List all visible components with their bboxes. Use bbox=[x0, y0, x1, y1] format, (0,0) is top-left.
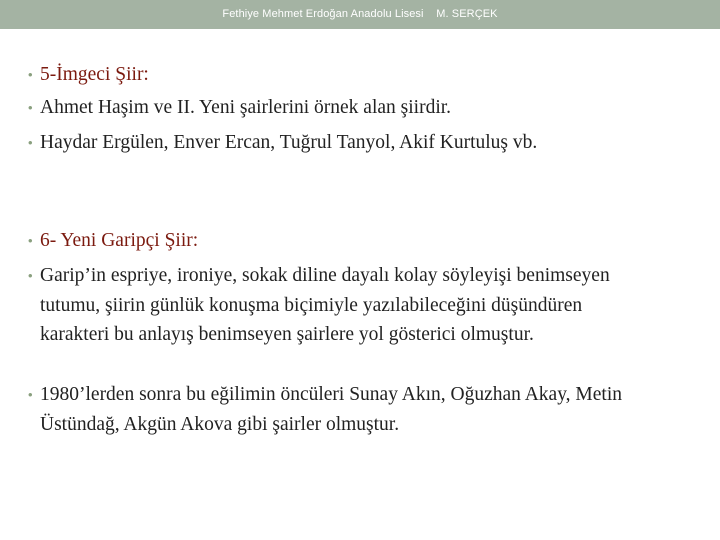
bullet-icon: • bbox=[28, 233, 33, 248]
section-heading-imgeci bbox=[24, 60, 684, 90]
list-item bbox=[24, 128, 684, 158]
header-title: Fethiye Mehmet Erdoğan Anadolu Lisesi M. SERÇEK bbox=[222, 8, 498, 20]
section-heading-yeni-garipci bbox=[24, 226, 684, 256]
heading-text: 6- Yeni Garipçi Şiir: bbox=[40, 230, 199, 251]
list-item bbox=[24, 380, 654, 439]
bullet-icon: • bbox=[28, 387, 33, 402]
bullet-text: Haydar Ergülen, Enver Ercan, Tuğrul Tanyol, Akif Kurtuluş vb. bbox=[40, 132, 538, 153]
bullet-text: Ahmet Haşim ve II. Yeni şairlerini örnek alan şiirdir. bbox=[40, 97, 452, 118]
list-item bbox=[24, 93, 684, 123]
bullet-text: 1980’lerden sonra bu eğilimin öncüleri Sunay Akın, Oğuzhan Akay, Metin Üstündağ, Akgün Akova gibi şairler olmuştur. bbox=[40, 384, 623, 435]
bullet-icon: • bbox=[28, 67, 33, 82]
bullet-icon: • bbox=[28, 100, 33, 115]
bullet-text: Garip’in espriye, ironiye, sokak diline dayalı kolay söyleyişi benimseyen tutumu, şiirin günlük konuşma biçimiyle yazılabileceğini düşündüren karakteri bu anlayış benimseyen şairlere yol gösterici olmuştur. bbox=[40, 265, 610, 345]
heading-text: 5-İmgeci Şiir: bbox=[40, 64, 149, 85]
list-item bbox=[24, 261, 654, 350]
bullet-icon: • bbox=[28, 268, 33, 283]
bullet-icon: • bbox=[28, 135, 33, 150]
